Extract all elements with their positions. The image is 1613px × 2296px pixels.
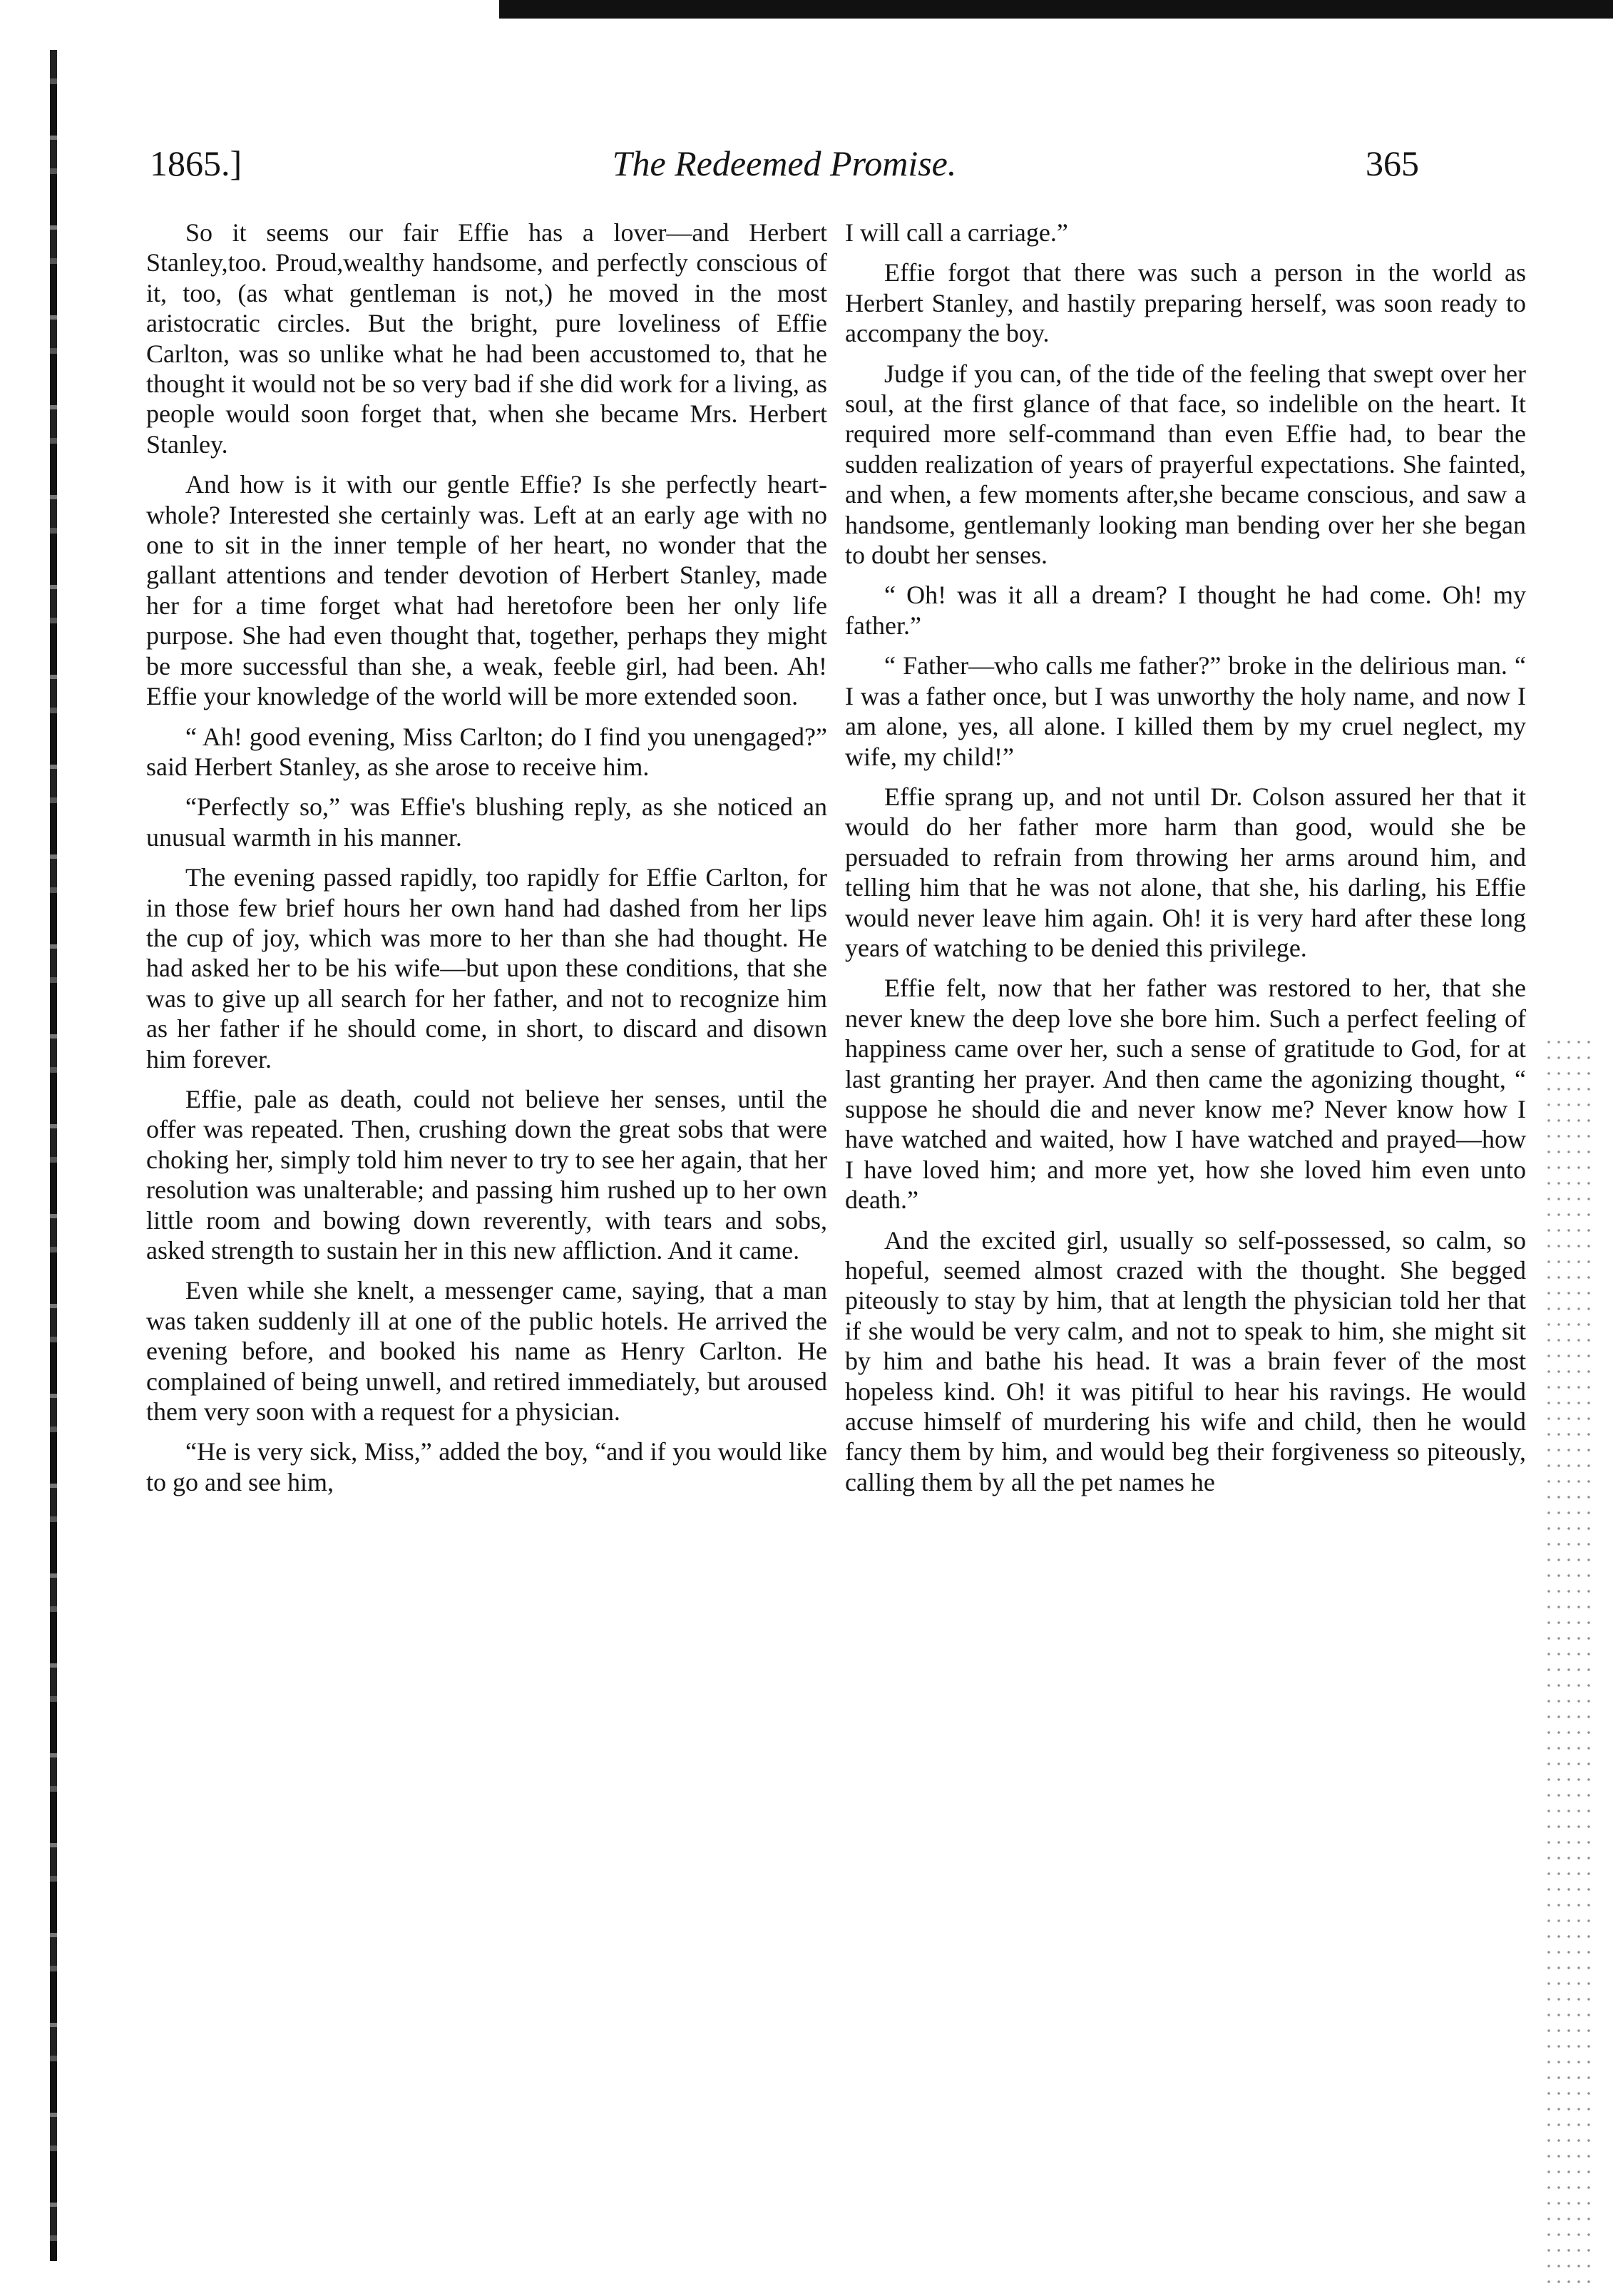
binding-edge	[50, 50, 57, 2261]
page-specks	[1544, 1034, 1594, 2290]
paragraph-continued: I will call a carriage.”	[845, 218, 1068, 247]
paragraph: “He is very sick, Miss,” added the boy, “and if you would like to go and see him,	[146, 1437, 827, 1496]
header-date: 1865.]	[150, 143, 242, 183]
paragraph: Judge if you can, of the tide of the feeling that swept over her soul, at the first glance of that face, so indelible on the heart. It required more self-command than even Effie had, to bear the sudden realization of years of prayerful expectations. She fainted, and when, a few moments after,she became conscious, and saw a handsome, gentlemanly looking man bending over her she began to doubt her senses.	[845, 359, 1526, 570]
paragraph: Even while she knelt, a messenger came, saying, that a man was taken suddenly ill at one of the public hotels. He arrived the evening before, and booked his name as Henry Carlton. He complained of being unwell, and retired immediately, but aroused them very soon with a request for a physician.	[146, 1276, 827, 1427]
paragraph: Effie felt, now that her father was restored to her, that she never knew the deep love she bore him. Such a perfect feeling of happiness came over her, such a sense of gratitude to God, for at last granting her prayer. And then came the agonizing thought, “ suppose he should die and never know me? Never know how I have watched and waited, how I have watched and prayed—how I have loved him; and more yet, how she loved him even unto death.”	[845, 974, 1526, 1215]
paragraph: “ Oh! was it all a dream? I thought he had come. Oh! my father.”	[845, 581, 1526, 640]
paragraph: Effie forgot that there was such a person in the world as Herbert Stanley, and hastily preparing herself, was soon ready to accompany the boy.	[845, 258, 1526, 348]
right-column	[845, 218, 1526, 1507]
paragraph: And how is it with our gentle Effie? Is she perfectly heart-whole? Interested she certainly was. Left at an early age with no one to sit in the inner temple of her heart, no wonder that the gallant attentions and tender devotion of Herbert Stanley, made her for a time forget what had heretofore been her only life purpose. She had even thought that, together, perhaps they might be more successful than she, a weak, feeble girl, had been. Ah! Effie your knowledge of the world will be more extended soon.	[146, 470, 827, 711]
page-number: 365	[1366, 143, 1419, 183]
left-column	[146, 218, 827, 1507]
running-title: The Redeemed Promise.	[612, 143, 957, 183]
paragraph: So it seems our fair Effie has a lover—and Herbert Stanley,too. Proud,wealthy handsome, and perfectly conscious of it, too, (as what gentleman is not,) he moved in the most aristocratic circles. But the bright, pure loveliness of Effie Carlton, was so unlike what he had been accustomed to, that he thought it would not be so very bad if she did work for a living, as people would soon forget that, when she became Mrs. Herbert Stanley.	[146, 218, 827, 459]
paragraph: “Perfectly so,” was Effie's blushing reply, as she noticed an unusual warmth in his manner.	[146, 792, 827, 852]
running-header	[150, 143, 1419, 200]
paragraph: “ Ah! good evening, Miss Carlton; do I find you unengaged?” said Herbert Stanley, as she arose to receive him.	[146, 722, 827, 781]
paragraph: “ Father—who calls me father?” broke in the delirious man. “ I was a father once, but I was unworthy the holy name, and now I am alone, yes, all alone. I killed them by my cruel neglect, my wife, my child!”	[845, 651, 1526, 771]
top-rule	[499, 0, 1613, 19]
paragraph: Effie sprang up, and not until Dr. Colson assured her that it would do her father more harm than good, would she be persuaded to refrain from throwing her arms around him, and telling him that he was not alone, that she, his darling, his Effie would never leave him again. Oh! it is very hard after these long years of watching to be denied this privilege.	[845, 782, 1526, 962]
paragraph: Effie, pale as death, could not believe her senses, until the offer was repeated. Then, crushing down the great sobs that were choking her, simply told him never to try to see her again, that her resolution was unalterable; and passing him rushed up to her own little room and bowing down reverently, with tears and sobs, asked strength to sustain her in this new affliction. And it came.	[146, 1084, 827, 1265]
paragraph: The evening passed rapidly, too rapidly for Effie Carlton, for in those few brief hours her own hand had dashed from her lips the cup of joy, which was more to her than she had thought. He had asked her to be his wife—but upon these conditions, that she was to give up all search for her father, and not to recognize him as her father if he should come, in short, to discard and disown him forever.	[146, 863, 827, 1073]
paragraph: And the excited girl, usually so self-possessed, so calm, so hopeful, seemed almost crazed with the thought. She begged piteously to stay by him, that at length the physician told her that if she would be very calm, and not to speak to him, she might sit by him and bathe his head. It was a brain fever of the most hopeless kind. Oh! it was pitiful to hear his ravings. He would accuse himself of murdering his wife and child, then he would fancy them by him, and would beg their forgiveness so piteously, calling them by all the pet names he	[845, 1225, 1526, 1496]
